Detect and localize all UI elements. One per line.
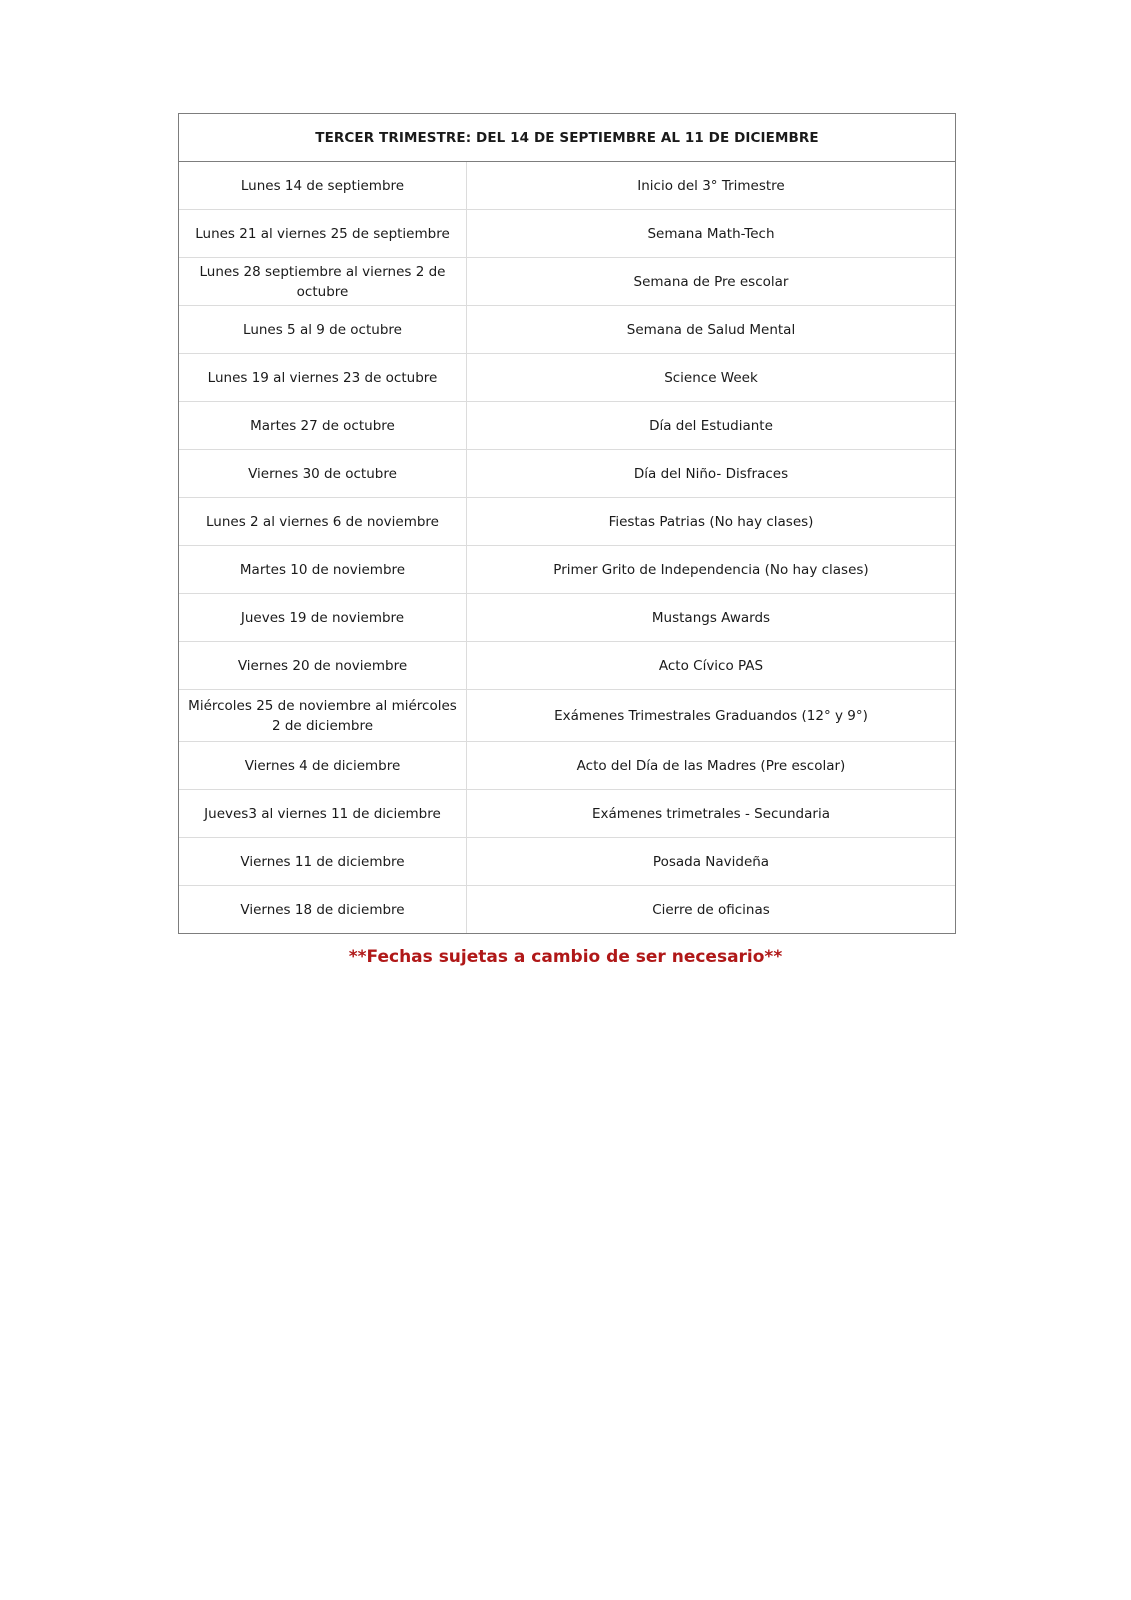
date-cell: Miércoles 25 de noviembre al miércoles 2 de diciembre — [179, 690, 467, 741]
table-row — [179, 306, 955, 354]
date-cell: Jueves 19 de noviembre — [179, 594, 467, 641]
event-cell: Día del Niño- Disfraces — [633, 465, 789, 482]
date-cell: Lunes 21 al viernes 25 de septiembre — [179, 210, 467, 257]
disclaimer-note: **Fechas sujetas a cambio de ser necesario** — [348, 947, 783, 967]
table-row — [179, 450, 955, 498]
table-row — [179, 258, 955, 306]
table-row — [179, 838, 955, 886]
event-cell: Mustangs Awards — [651, 609, 771, 626]
table-row — [179, 354, 955, 402]
event-cell: Science Week — [664, 369, 758, 386]
event-cell: Primer Grito de Independencia (No hay clases) — [553, 561, 869, 578]
date-cell: Jueves3 al viernes 11 de diciembre — [179, 790, 467, 837]
table-row — [179, 498, 955, 546]
schedule-title: TERCER TRIMESTRE: DEL 14 DE SEPTIEMBRE AL 11 DE DICIEMBRE — [179, 114, 955, 162]
event-cell: Fiestas Patrias (No hay clases) — [608, 513, 814, 530]
table-row — [179, 790, 955, 838]
date-cell: Martes 10 de noviembre — [179, 546, 467, 593]
table-row — [179, 402, 955, 450]
date-cell: Viernes 11 de diciembre — [179, 838, 467, 885]
event-cell: Posada Navideña — [652, 853, 770, 870]
event-cell: Exámenes Trimestrales Graduandos (12° y 9°) — [554, 707, 868, 724]
date-cell: Viernes 30 de octubre — [179, 450, 467, 497]
date-cell: Viernes 20 de noviembre — [179, 642, 467, 689]
date-cell: Lunes 19 al viernes 23 de octubre — [179, 354, 467, 401]
date-cell: Lunes 14 de septiembre — [179, 162, 467, 209]
date-cell: Martes 27 de octubre — [179, 402, 467, 449]
event-cell: Acto Cívico PAS — [658, 657, 764, 674]
table-row — [179, 742, 955, 790]
table-row — [179, 886, 955, 933]
table-row — [179, 162, 955, 210]
table-row — [179, 594, 955, 642]
table-row — [179, 210, 955, 258]
date-cell: Lunes 5 al 9 de octubre — [179, 306, 467, 353]
date-cell: Viernes 18 de diciembre — [179, 886, 467, 933]
schedule-table — [178, 113, 956, 934]
event-cell: Exámenes trimetrales - Secundaria — [592, 805, 830, 822]
date-cell: Lunes 28 septiembre al viernes 2 de octubre — [179, 258, 467, 305]
event-cell: Semana de Salud Mental — [626, 321, 796, 338]
event-cell: Semana Math-Tech — [647, 225, 775, 242]
event-cell: Inicio del 3° Trimestre — [637, 177, 785, 194]
date-cell: Viernes 4 de diciembre — [179, 742, 467, 789]
event-cell: Cierre de oficinas — [652, 901, 770, 918]
event-cell: Acto del Día de las Madres (Pre escolar) — [576, 757, 846, 774]
table-row — [179, 642, 955, 690]
event-cell: Día del Estudiante — [649, 417, 773, 434]
event-cell: Semana de Pre escolar — [633, 273, 789, 290]
table-row — [179, 546, 955, 594]
schedule-rows — [179, 162, 955, 933]
date-cell: Lunes 2 al viernes 6 de noviembre — [179, 498, 467, 545]
table-row — [179, 690, 955, 742]
